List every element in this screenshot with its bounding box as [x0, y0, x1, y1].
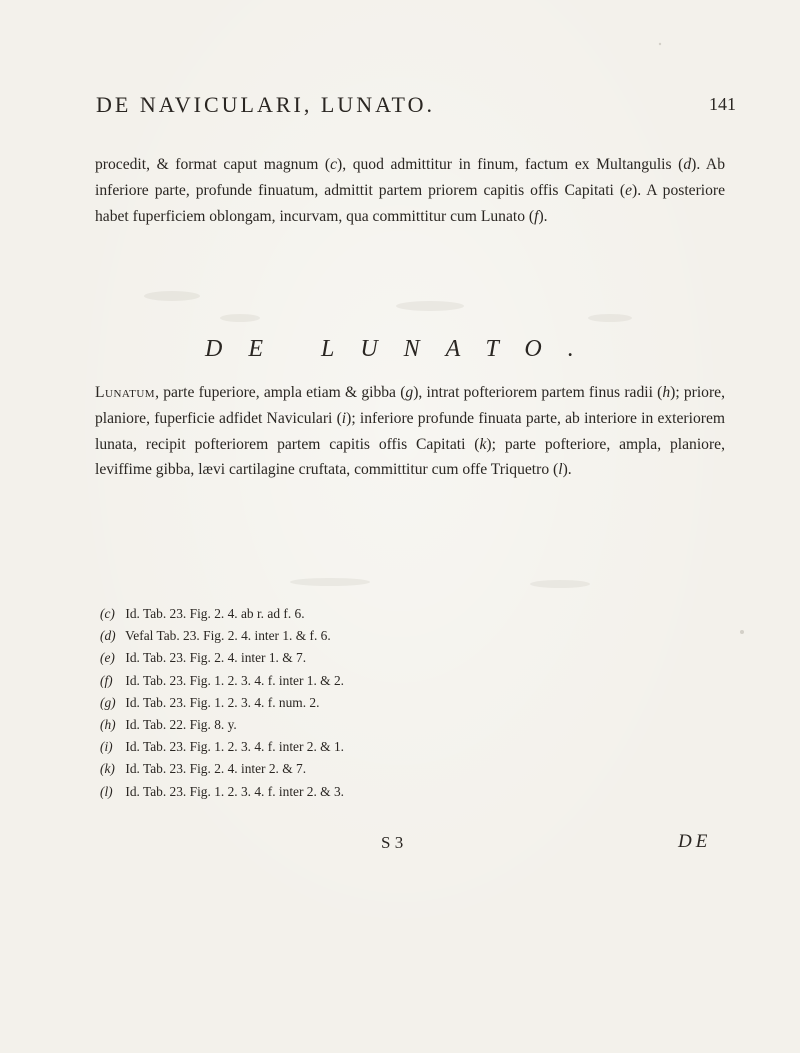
- text-run: ); parte pofteriore, ampla, planiore, leviffime gibba, lævi cartilagine cruftata, committitur cum offe Triquetro (: [95, 435, 725, 479]
- text-run: ). Ab inferiore parte, profunde finuatum, admittit partem priorem capitis offis Capitati (: [95, 156, 725, 199]
- footnote: [100, 758, 720, 780]
- footnote-text: Id. Tab. 23. Fig. 2. 4. inter 2. & 7.: [125, 761, 307, 777]
- footnote-text: Id. Tab. 22. Fig. 8. y.: [125, 717, 237, 733]
- footnotes: [100, 603, 720, 803]
- text-run: ); inferiore profunde finuata parte, ab interiore in exteriorem lunata, recipit pofteriorem partem capitis offis Capitati (: [95, 409, 726, 453]
- section-title: DE LUNATO.: [205, 336, 600, 362]
- footnote-mark: (k): [100, 761, 115, 777]
- footnote: [100, 736, 720, 758]
- footnote-text: Id. Tab. 23. Fig. 1. 2. 3. 4. f. inter 1. & 2.: [125, 672, 344, 688]
- footnote-text: Id. Tab. 23. Fig. 2. 4. ab r. ad f. 6.: [125, 606, 305, 621]
- note-reference-e: e: [625, 181, 632, 199]
- footnote-mark: (h): [100, 717, 116, 733]
- footnote-text: Id. Tab. 23. Fig. 1. 2. 3. 4. f. inter 2. & 3.: [125, 783, 344, 799]
- footnote: [100, 781, 720, 803]
- text-run: ).: [538, 207, 548, 225]
- lead-word: Lunatum: [95, 384, 156, 401]
- footnote-text: Id. Tab. 23. Fig. 1. 2. 3. 4. f. num. 2.: [125, 694, 320, 710]
- footnote: [100, 647, 720, 669]
- note-reference-i: i: [341, 409, 347, 427]
- footnote: [100, 692, 720, 714]
- footnote: [100, 603, 720, 625]
- note-reference-f: f: [534, 207, 539, 225]
- text-run: ), quod admittitur in finum, factum ex Multangulis (: [337, 156, 684, 173]
- footnote: [100, 714, 720, 736]
- footnote-mark: (l): [100, 783, 113, 799]
- footnote-text: Id. Tab. 23. Fig. 2. 4. inter 1. & 7.: [125, 650, 307, 666]
- footnote-text: Id. Tab. 23. Fig. 1. 2. 3. 4. f. inter 2. & 1.: [125, 739, 344, 755]
- text-run: ). A posteriore habet fuperficiem oblongam, incurvam, qua committitur cum Lunato (: [95, 181, 726, 225]
- footnote-mark: (c): [100, 606, 115, 621]
- footnote-mark: (i): [100, 739, 113, 755]
- note-reference-c: c: [330, 156, 338, 173]
- note-reference-k: k: [479, 435, 487, 453]
- running-title: DE NAVICULARI, LUNATO.: [96, 92, 435, 117]
- text-run: ); priore, planiore, fuperficie adfidet Naviculari (: [95, 384, 725, 427]
- note-reference-g: g: [405, 384, 414, 401]
- footnote-mark: (f): [100, 672, 113, 688]
- page-number: 141: [709, 94, 736, 114]
- footnote-mark: (d): [100, 628, 116, 644]
- footnote: [100, 670, 720, 692]
- text-run: procedit, & format caput magnum (: [95, 156, 331, 173]
- footnote-text: Vefal Tab. 23. Fig. 2. 4. inter 1. & f. 6.: [125, 628, 331, 644]
- signature-mark: S 3: [381, 833, 404, 852]
- footnote-mark: (g): [100, 694, 116, 710]
- catchword: DE: [678, 831, 712, 852]
- footnote-mark: (e): [100, 650, 115, 666]
- text-run: ).: [562, 461, 572, 479]
- footnote: [100, 625, 720, 647]
- paragraph-naviculari: [95, 152, 725, 229]
- paragraph-lunato: [95, 380, 725, 483]
- note-reference-d: d: [683, 156, 692, 173]
- note-reference-h: h: [662, 384, 671, 401]
- running-head: [96, 92, 736, 124]
- text-run: ), intrat pofteriorem partem finus radii (: [413, 384, 663, 401]
- note-reference-l: l: [558, 461, 563, 479]
- text-run: , parte fuperiore, ampla etiam & gibba (: [155, 384, 406, 401]
